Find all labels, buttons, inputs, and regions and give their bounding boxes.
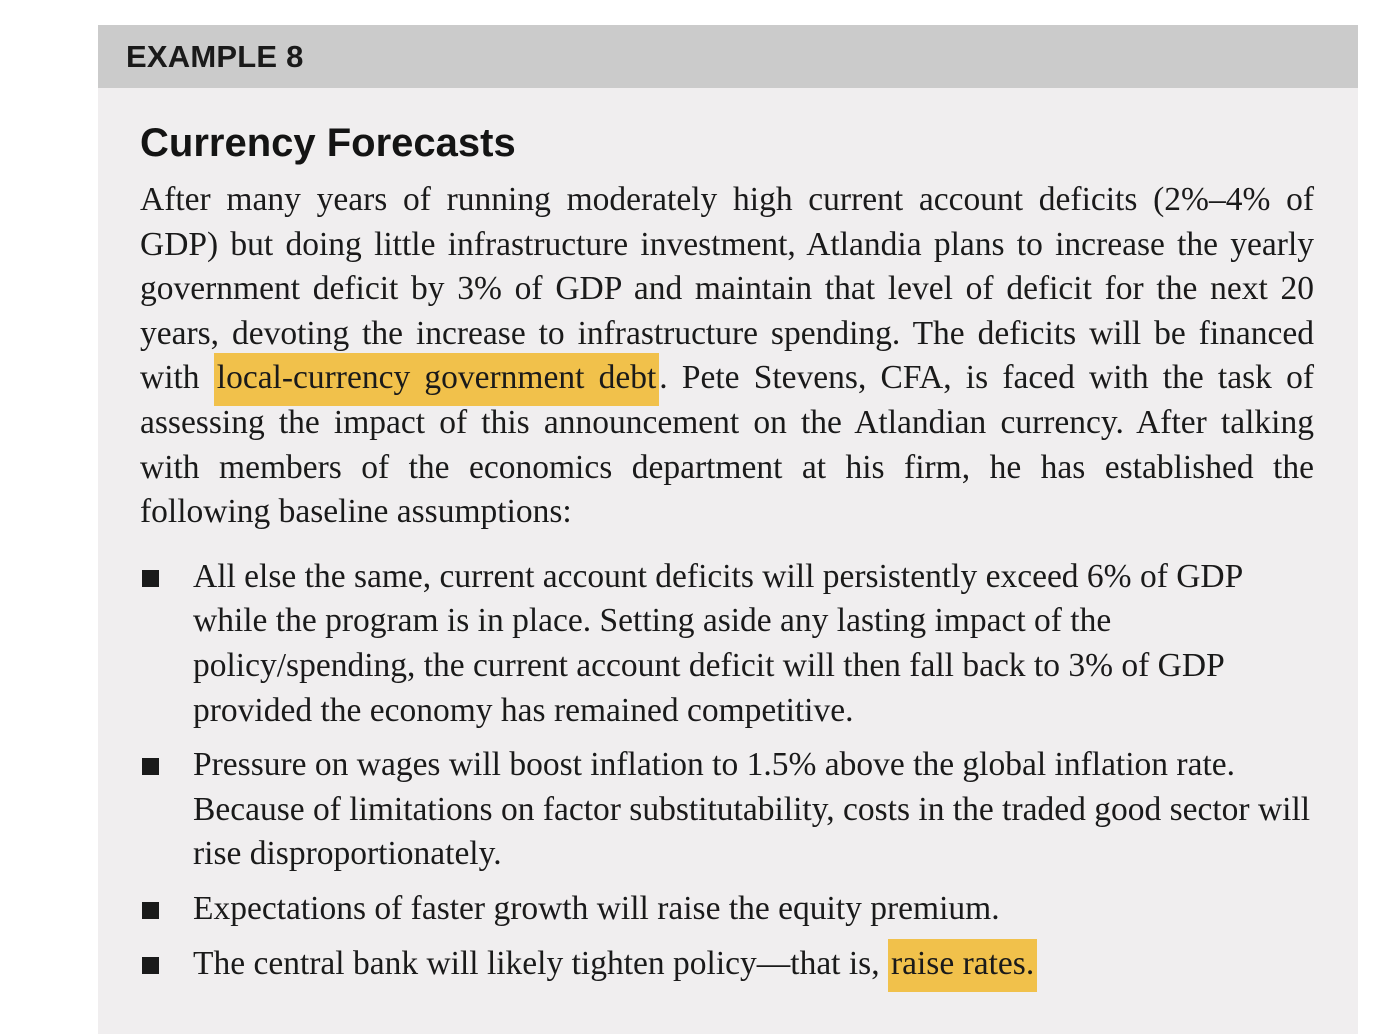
highlighted-text: raise rates. <box>888 939 1037 992</box>
list-item <box>140 743 1314 877</box>
assumptions-list <box>140 555 1314 986</box>
section-title: Currency Forecasts <box>140 121 516 165</box>
example-content <box>98 88 1358 986</box>
list-item <box>140 887 1314 932</box>
highlighted-text: local-currency government debt <box>214 353 660 406</box>
list-item-text: Expectations of faster growth will raise the equity premium. <box>193 889 1000 927</box>
list-item <box>140 555 1314 733</box>
example-header <box>98 25 1358 88</box>
square-bullet-icon <box>142 570 159 587</box>
list-item-text: The central bank will likely tighten policy—that is, <box>193 944 888 982</box>
example-box <box>98 25 1358 1034</box>
list-item-text: All else the same, current account deficits will persistently exceed 6% of GDP while the program is in place. Setting aside any lasting impact of the policy/spending, the current account deficit will then fall back to 3% of GDP provided the economy has remained competitive. <box>193 557 1243 729</box>
square-bullet-icon <box>142 957 159 974</box>
example-label: EXAMPLE 8 <box>126 38 304 74</box>
intro-paragraph <box>140 178 1314 535</box>
list-item <box>140 942 1314 987</box>
intro-text-before: After many years of running moderately high current account deficits (2%–4% of GDP) but doing little infrastructure investment, Atlandia plans to increase the yearly government deficit by 3% of GDP and maintain that level of deficit for the next 20 years, devoting the increase to infrastructure spending. The deficits will be financed with <box>140 181 1314 397</box>
square-bullet-icon <box>142 758 159 775</box>
list-item-text: Pressure on wages will boost inflation to 1.5% above the global inflation rate. Because of limitations on factor substitutability, costs in the traded good sector will rise disproportionately. <box>193 746 1311 873</box>
square-bullet-icon <box>142 902 159 919</box>
intro-text-after: . Pete Stevens, CFA, is faced with the task of assessing the impact of this announcement on the Atlandian currency. After talking with members of the economics department at his firm, he has established the following baseline assumptions: <box>140 359 1314 531</box>
